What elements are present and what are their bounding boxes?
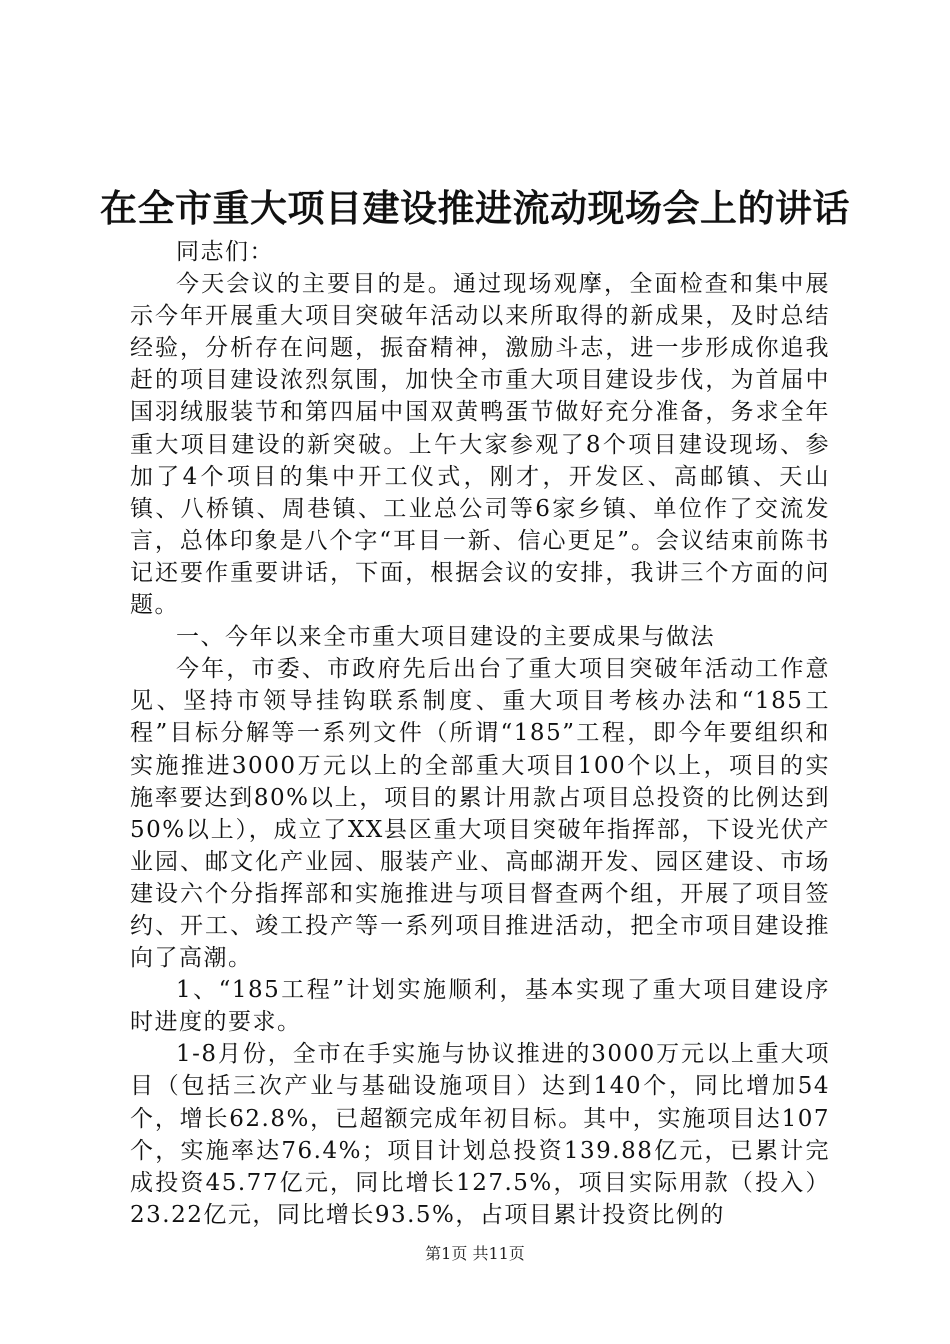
section-heading: 一、今年以来全市重大项目建设的主要成果与做法 xyxy=(176,624,715,651)
salutation: 同志们： xyxy=(176,239,274,265)
body-paragraph: 今天会议的主要目的是。通过现场观摩，全面检查和集中展示今年开展重大项目突破年活动以来所取得的新成果，及时总结经验，分析存在问题，振奋精神，激励斗志，进一步形成你追我赶的项目建设浓烈氛围，加快全市重大项目建设步伐，为首届中国羽绒服装节和第四届中国双黄鸭蛋节做好充分准备，务求全年重大项目建设的新突破。上午大家参观了8个项目建设现场、参加了4个项目的集中开工仪式，刚才，开发区、高邮镇、天山镇、八桥镇、周巷镇、工业总公司等6家乡镇、单位作了交流发言，总体印象是八个字“耳目一新、信心更足”。会议结束前陈书记还要作重要讲话，下面，根据会议的安排，我讲三个方面的问题。 xyxy=(130,271,830,619)
document-title: 在全市重大项目建设推进流动现场会上的讲话 xyxy=(100,187,850,230)
document-body xyxy=(130,236,830,1231)
subsection-heading: 1、“185工程”计划实施顺利，基本实现了重大项目建设序时进度的要求。 xyxy=(130,977,830,1036)
page-number-footer: 第1页 共11页 xyxy=(425,1244,525,1263)
body-paragraph: 今年，市委、市政府先后出台了重大项目突破年活动工作意见、坚持市领导挂钩联系制度、重大项目考核办法和“185工程”目标分解等一系列文件（所谓“185”工程，即今年要组织和实施推进3000万元以上的全部重大项目100个以上，项目的实施率要达到80%以上，项目的累计用款占项目总投资的比例达到50%以上），成立了XX县区重大项目突破年指挥部，下设光伏产业园、邮文化产业园、服装产业、高邮湖开发、园区建设、市场建设六个分指挥部和实施推进与项目督查两个组，开展了项目签约、开工、竣工投产等一系列项目推进活动，把全市项目建设推向了高潮。 xyxy=(130,656,830,972)
body-paragraph: 1-8月份，全市在手实施与协议推进的3000万元以上重大项目（包括三次产业与基础设施项目）达到140个，同比增加54个，增长62.8%，已超额完成年初目标。其中，实施项目达107个，实施率达76.4%；项目计划总投资139.88亿元，已累计完成投资45.77亿元，同比增长127.5%，项目实际用款（投入）23.22亿元，同比增长93.5%，占项目累计投资比例的 xyxy=(130,1041,830,1228)
